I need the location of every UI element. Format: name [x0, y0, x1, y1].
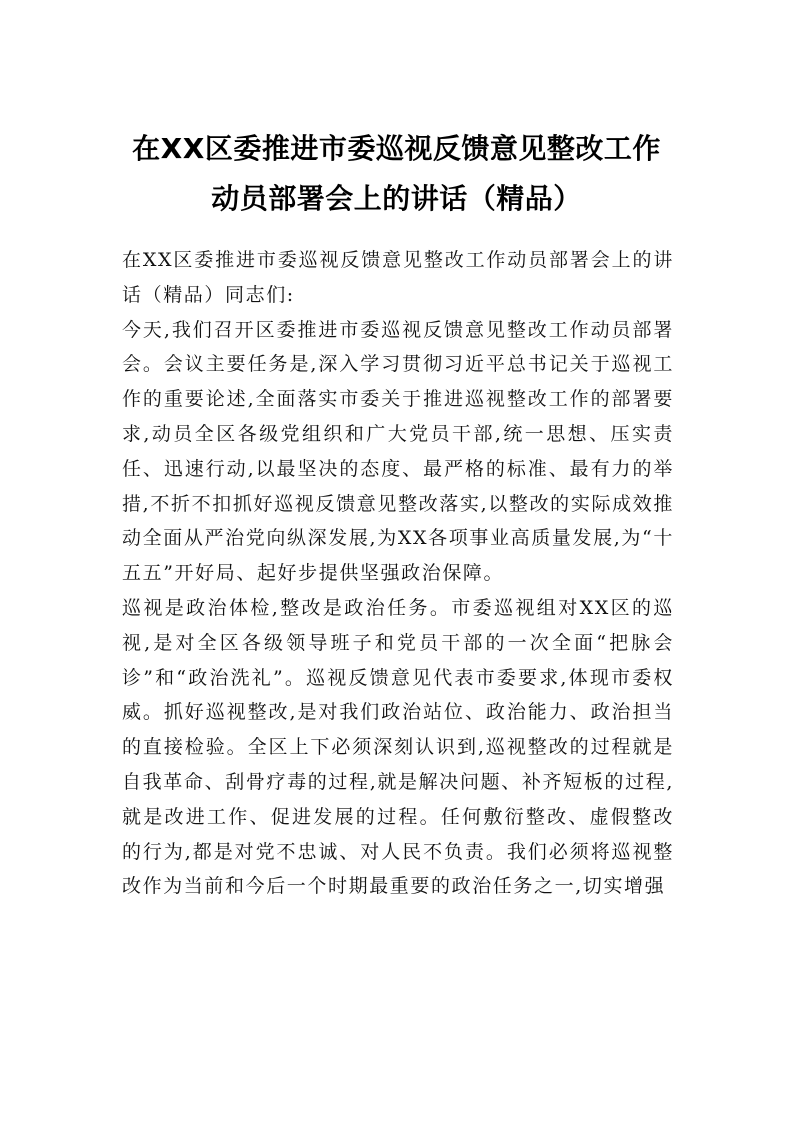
document-body — [122, 243, 674, 904]
document-title — [100, 124, 693, 224]
paragraph-1: 在XX区委推进市委巡视反馈意见整改工作动员部署会上的讲话（精品）同志们: — [122, 249, 674, 306]
paragraph-3: 巡视是政治体检,整改是政治任务。市委巡视组对XX区的巡视,是对全区各级领导班子和党员干部的一次全面“把脉会诊”和“政治洗礼”。巡视反馈意见代表市委要求,体现市委权威。抓好巡视整改,是对我们政治站位、政治能力、政治担当的直接检验。全区上下必须深刻认识到,巡视整改的过程就是自我革命、刮骨疗毒的过程,就是解决问题、补齐短板的过程,就是改进工作、促进发展的过程。任何敷衍整改、虚假整改的行为,都是对党不忠诚、对人民不负责。我们必须将巡视整改作为当前和今后一个时期最重要的政治任务之一,切实增强 — [122, 596, 674, 898]
paragraph-2: 今天,我们召开区委推进市委巡视反馈意见整改工作动员部署会。会议主要任务是,深入学习贯彻习近平总书记关于巡视工作的重要论述,全面落实市委关于推进巡视整改工作的部署要求,动员全区各级党组织和广大党员干部,统一思想、压实责任、迅速行动,以最坚决的态度、最严格的标准、最有力的举措,不折不扣抓好巡视反馈意见整改落实,以整改的实际成效推动全面从严治党向纵深发展,为XX各项事业高质量发展,为“十五五”开好局、起好步提供坚强政治保障。 — [122, 318, 674, 585]
title-line-2: 动员部署会上的讲话（精品） — [211, 182, 582, 215]
title-line-1: 在XX区委推进市委巡视反馈意见整改工作 — [132, 132, 661, 165]
